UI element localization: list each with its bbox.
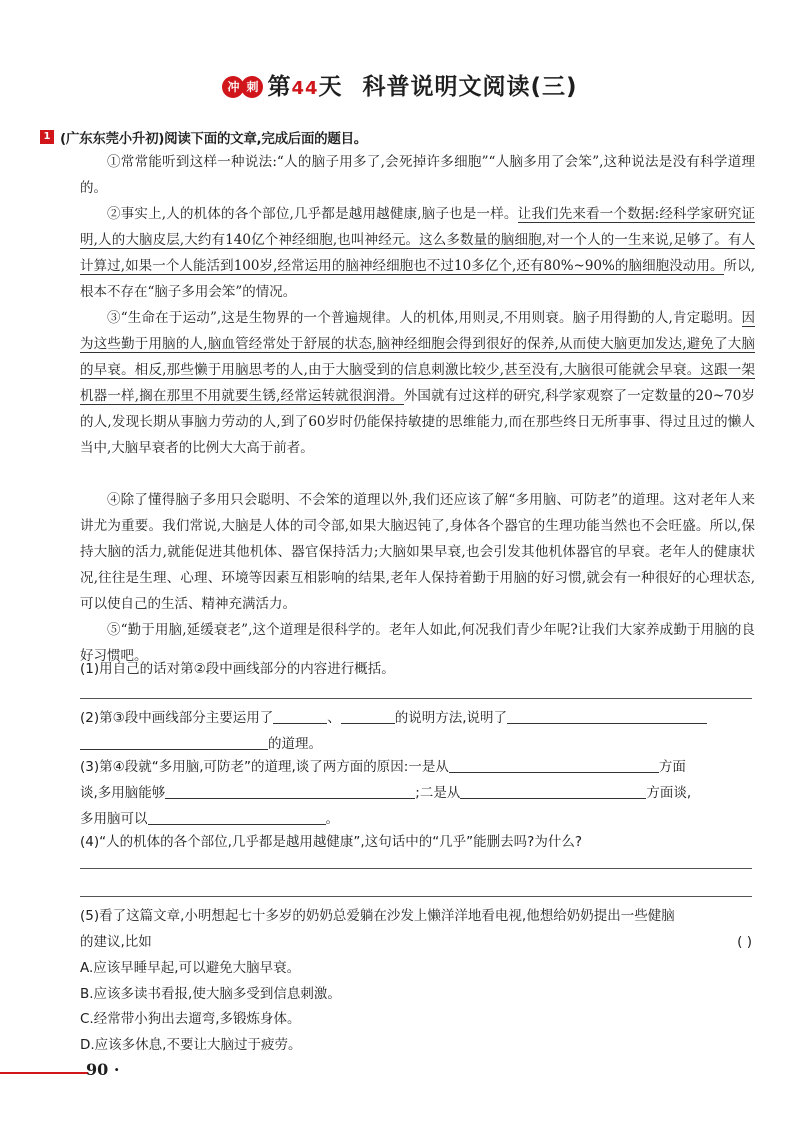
day-prefix: 第	[267, 74, 292, 100]
page-number: 90 ·	[86, 1060, 120, 1079]
answer-line-q4-2[interactable]	[80, 896, 752, 897]
p2-underlined: 让我们先来看一个数据:经科学家研究证明,人的大脑皮层,大约有140亿个神经细胞,也叫神经元。这么多数量的脑细胞,对一个人的一生来说,足够了。有人计算过,如果一个人能活到100岁,经常运用的脑神经细胞也不过10多亿个,还有80%~90%的脑细胞没动用。	[80, 206, 755, 274]
question-1: (1)用自己的话对第②段中画线部分的内容进行概括。	[80, 661, 395, 677]
question-3-line-1: (3)第④段就“多用脑,可防老”的道理,谈了两方面的原因:一是从 方面	[80, 759, 686, 775]
question-intro: (广东东莞小升初)阅读下面的文章,完成后面的题目。	[60, 131, 367, 147]
badge-ci: 刺	[241, 76, 263, 98]
p2-text-b: 所以,根本不存在“脑子多用会笨”的情况。	[80, 258, 755, 300]
p3-underlined: 因为这些勤于用脑的人,脑血管经常处于舒展的状态,脑神经细胞会得到很好的保养,从而使大脑更加发达,避免了大脑的早衰。相反,那些懒于用脑思考的人,由于大脑受到的信息刺激比较少,甚至没有,大脑很可能就会早衰。这跟一架机器一样,搁在那里不用就要生锈,经常运转就很润滑。	[80, 310, 755, 404]
article-paragraph-1: ①常常能听到这样一种说法:“人的脑子用多了,会死掉许多细胞”“人脑多用了会笨”,这种说法是没有科学道理的。	[80, 154, 755, 196]
answer-line-q4-1[interactable]	[80, 868, 752, 869]
answer-blank-q3-effect-2[interactable]	[148, 810, 326, 825]
question-2-line-2: 的道理。	[80, 731, 760, 757]
question-3-line-2: 谈,多用脑能够 ;二是从 方面谈,	[80, 785, 692, 801]
answer-paren-q5[interactable]: ( )	[737, 934, 752, 950]
answer-blank-q2-method-1[interactable]	[273, 709, 327, 724]
question-number-badge: 1	[40, 130, 54, 144]
article-paragraph-2	[80, 201, 755, 305]
page-title	[0, 68, 800, 101]
option-b[interactable]: B.应该多读书看报,使大脑多受到信息刺激。	[80, 986, 341, 1002]
answer-blank-q3-aspect-1[interactable]	[449, 758, 659, 773]
answer-blank-q3-aspect-2[interactable]	[460, 784, 646, 799]
question-5-line-2: 的建议,比如	[80, 934, 152, 950]
option-d[interactable]: D.应该多休息,不要让大脑过于疲劳。	[80, 1037, 302, 1053]
option-a[interactable]: A.应该早睡早起,可以避免大脑早衰。	[80, 960, 301, 976]
article-paragraph-5: ⑤“勤于用脑,延缓衰老”,这个道理是很科学的。老年人如此,何况我们青少年呢?让我们大家养成勤于用脑的良好习惯吧。	[80, 622, 755, 664]
article-paragraph-4: ④除了懂得脑子多用只会聪明、不会笨的道理以外,我们还应该了解“多用脑、可防老”的道理。这对老年人来讲尤为重要。我们常说,大脑是人体的司令部,如果大脑迟钝了,身体各个器官的生理功能当然也不会旺盛。所以,保持大脑的活力,就能促进其他机体、器官保持活力;大脑如果早衰,也会引发其他机体器官的早衰。老年人的健康状况,往往是生理、心理、环境等因素互相影响的结果,老年人保持着勤于用脑的好习惯,就会有一种很好的心理状态,可以使自己的生活、精神充满活力。	[80, 492, 755, 612]
question-3-line-3: 多用脑可以 。	[80, 811, 339, 827]
answer-blank-q3-effect-1[interactable]	[165, 784, 415, 799]
title-text: 科普说明文阅读(三)	[362, 74, 578, 100]
question-2-line-1: (2)第③段中画线部分主要运用了 、 的说明方法,说明了	[80, 705, 760, 731]
day-suffix: 天	[318, 74, 343, 100]
footer-rule	[0, 1072, 88, 1074]
answer-blank-q2-method-2[interactable]	[341, 709, 395, 724]
badge-chong: 冲	[222, 76, 244, 98]
answer-blank-q2-meaning-cont[interactable]	[80, 735, 268, 750]
answer-blank-q2-meaning[interactable]	[507, 709, 707, 724]
p3-text-a: ③“生命在于运动”,这是生物界的一个普遍规律。人的机体,用则灵,不用则衰。脑子用得勤的人,肯定聪明。	[107, 310, 742, 326]
question-4: (4)“人的机体的各个部位,几乎都是越用越健康”,这句话中的“几乎”能删去吗?为什么?	[80, 834, 583, 850]
p2-text-a: ②事实上,人的机体的各个部位,几乎都是越用越健康,脑子也是一样。	[107, 206, 518, 222]
p3-text-b: 外国就有过这样的研究,科学家观察了一定数量的20~70岁的人,发现长期从事脑力劳动的人,到了60岁时仍能保持敏捷的思维能力,而在那些终日无所事事、得过且过的懒人当中,大脑早衰者的比例大大高于前者。	[80, 388, 755, 456]
question-5-line-1: (5)看了这篇文章,小明想起七十多岁的奶奶总爱躺在沙发上懒洋洋地看电视,他想给奶奶提出一些健脑	[80, 908, 675, 924]
option-c[interactable]: C.经常带小狗出去遛弯,多锻炼身体。	[80, 1011, 301, 1027]
day-number: 44	[291, 78, 319, 99]
article-paragraph-3	[80, 305, 755, 461]
answer-line-q1[interactable]	[80, 698, 752, 699]
